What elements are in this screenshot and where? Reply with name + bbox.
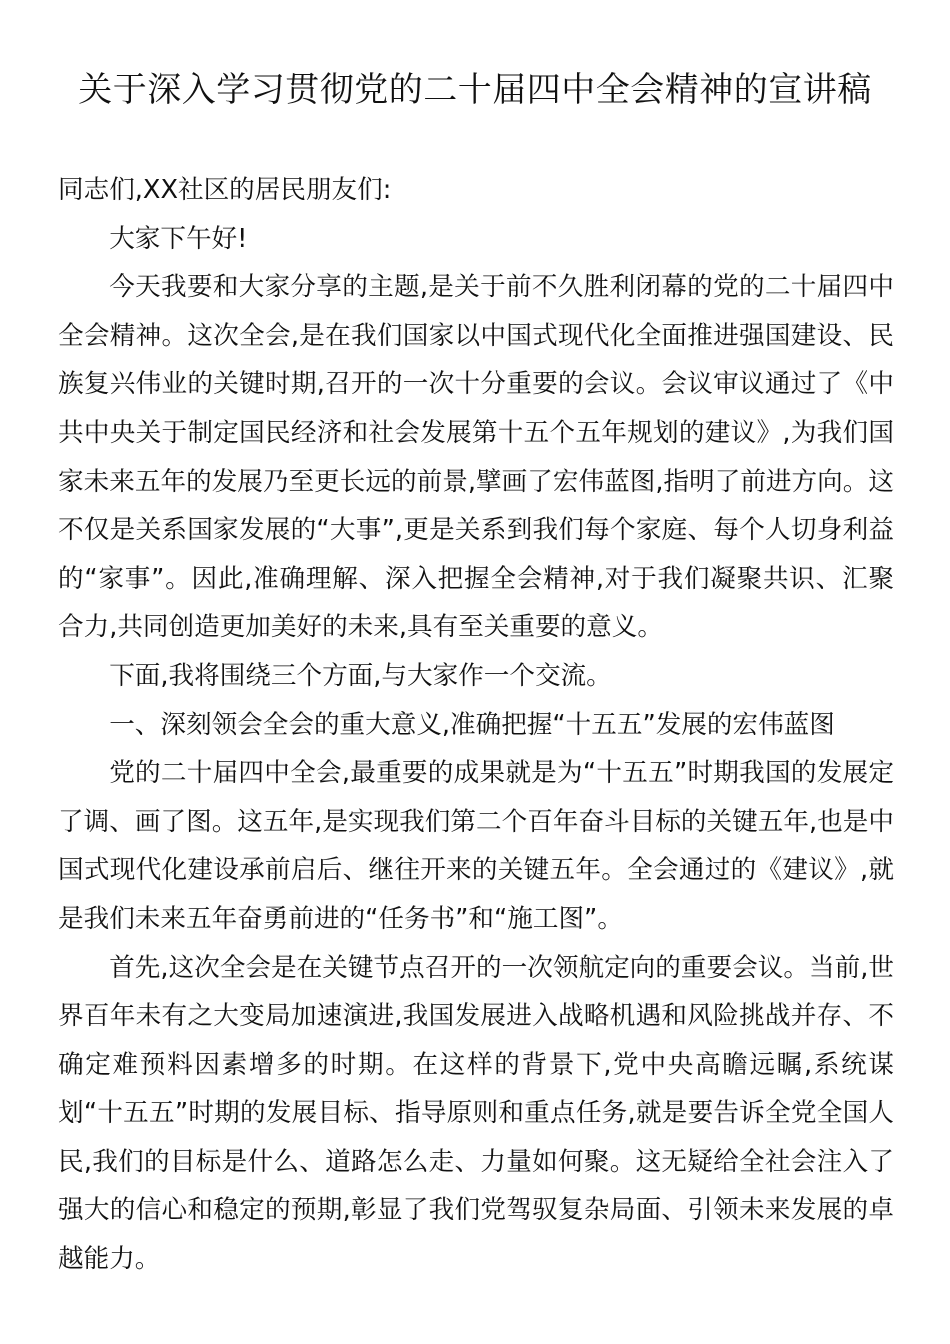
paragraph: 党的二十届四中全会,最重要的成果就是为“十五五”时期我国的发展定了调、画了图。这五年,是实现我们第二个百年奋斗目标的关键五年,也是中国式现代化建设承前启后、继往开来的关键五年。全会通过的《建议》,就是我们未来五年奋勇前进的“任务书”和“施工图”。 — [58, 758, 894, 934]
section-heading: 一、深刻领会全会的重大意义,准确把握“十五五”发展的宏伟蓝图 — [109, 709, 835, 740]
paragraph: 下面,我将围绕三个方面,与大家作一个交流。 — [109, 660, 612, 691]
paragraph: 首先,这次全会是在关键节点召开的一次领航定向的重要会议。当前,世界百年未有之大变局加速演进,我国发展进入战略机遇和风险挑战并存、不确定难预料因素增多的时期。在这样的背景下,党中央高瞻远瞩,系统谋划“十五五”时期的发展目标、指导原则和重点任务,就是要告诉全党全国人民,我们的目标是什么、道路怎么走、力量如何聚。这无疑给全社会注入了强大的信心和稳定的预期,彰显了我们党驾驭复杂局面、引领未来发展的卓越能力。 — [58, 952, 894, 1275]
greeting: 大家下午好! — [109, 223, 248, 254]
paragraph: 今天我要和大家分享的主题,是关于前不久胜利闭幕的党的二十届四中全会精神。这次全会,是在我们国家以中国式现代化全面推进强国建设、民族复兴伟业的关键时期,召开的一次十分重要的会议。会议审议通过了《中共中央关于制定国民经济和社会发展第十五个五年规划的建议》,为我们国家未来五年的发展乃至更长远的前景,擘画了宏伟蓝图,指明了前进方向。这不仅是关系国家发展的“大事”,更是关系到我们每个家庭、每个人切身利益的“家事”。因此,准确理解、深入把握全会精神,对于我们凝聚共识、汇聚合力,共同创造更加美好的未来,具有至关重要的意义。 — [58, 272, 894, 643]
document-title: 关于深入学习贯彻党的二十届四中全会精神的宣讲稿 — [78, 70, 872, 110]
salutation: 同志们,XX社区的居民朋友们: — [58, 175, 392, 205]
document-body — [58, 166, 894, 1284]
